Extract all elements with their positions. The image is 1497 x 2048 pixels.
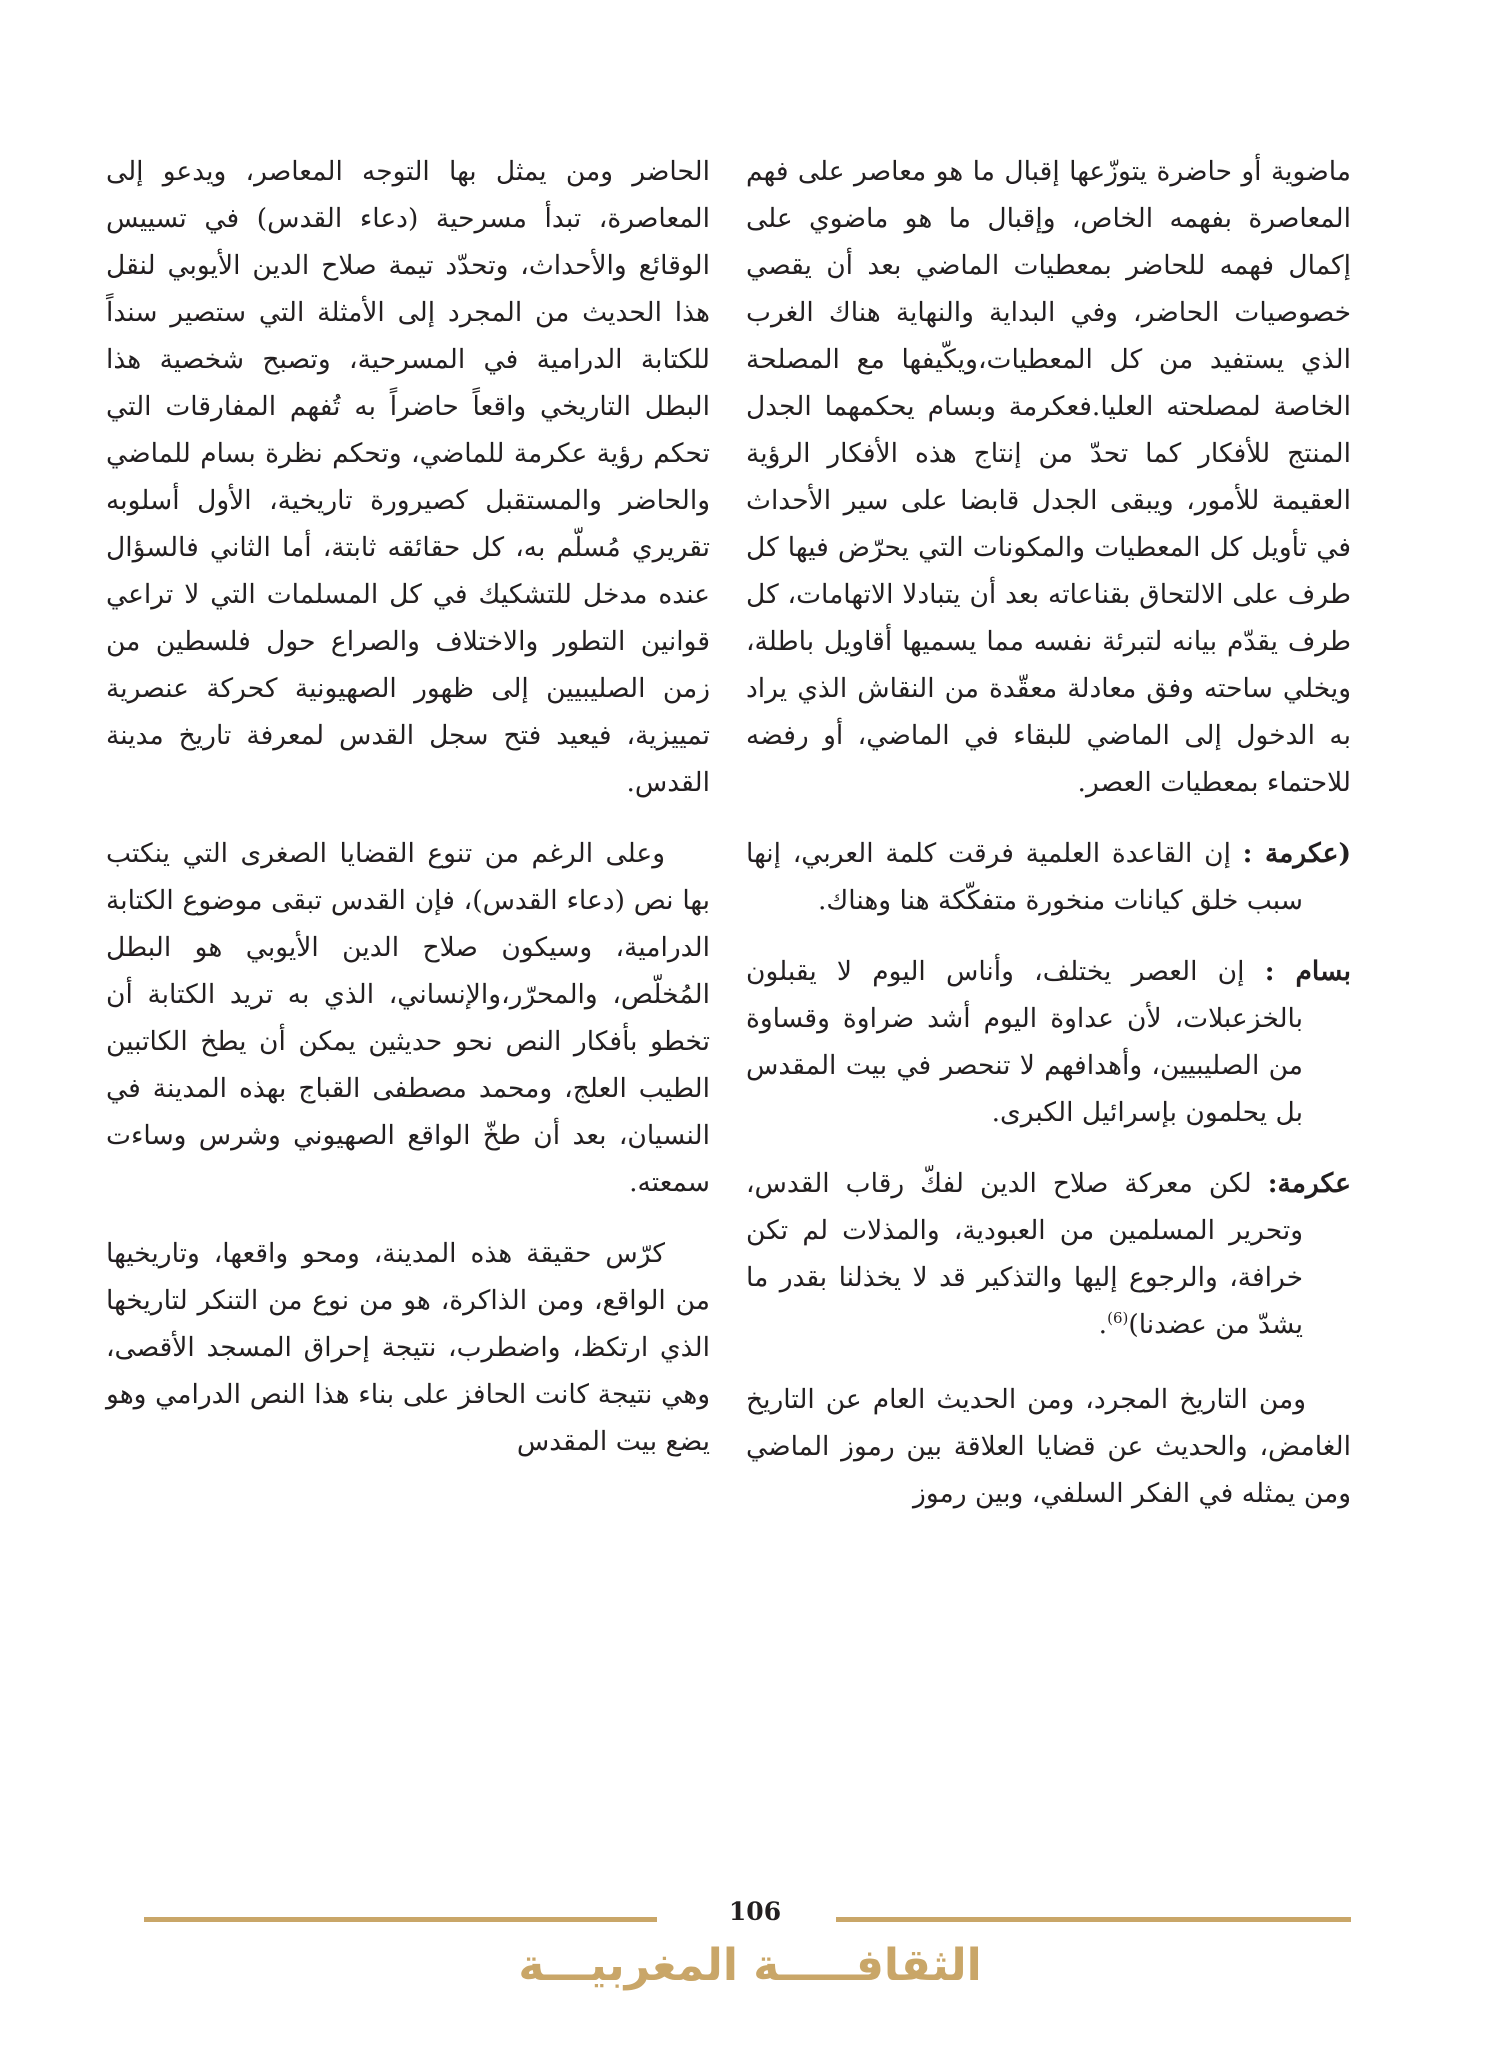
dialogue-line [746, 948, 1351, 1136]
body-paragraph: ماضوية أو حاضرة يتوزّعها إقبال ما هو معاصر على فهم المعاصرة بفهمه الخاص، وإقبال ما هو ماضوي على إكمال فهمه للحاضر بمعطيات الماضي بعد أن يقصي خصوصيات الحاضر، وفي البداية والنهاية هناك الغرب الذي يستفيد من كل المعطيات،ويكّيفها مع المصلحة الخاصة لمصلحته العليا.فعكرمة وبسام يحكمهما الجدل المنتج للأفكار كما تحدّ من إنتاج هذه الأفكار الرؤية العقيمة للأمور، ويبقى الجدل قابضا على سير الأحداث في تأويل كل المعطيات والمكونات التي يحرّض فيها كل طرف على الالتحاق بقناعاته بعد أن يتبادلا الاتهامات، كل طرف يقدّم بيانه لتبرئة نفسه مما يسميها أقاويل باطلة، ويخلي ساحته وفق معادلة معقّدة من النقاش الذي يراد به الدخول إلى الماضي للبقاء في الماضي، أو رفضه للاحتماء بمعطيات العصر. [746, 156, 1351, 798]
speaker-name: بسام : [1264, 956, 1351, 987]
magazine-masthead: الثقافـــــة المغربيـــة [518, 1940, 982, 1991]
dialogue-text: إن العصر يختلف، وأناس اليوم لا يقبلون بالخزعبلات، لأن عداوة اليوم أشد ضراوة وقساوة من الصليبيين، وأهدافهم لا تنحصر في بيت المقدس بل يحلمون بإسرائيل الكبرى. [746, 956, 1303, 1128]
right-column [746, 148, 1351, 1541]
footer-rule-left [144, 1917, 657, 1922]
body-paragraph: كرّس حقيقة هذه المدينة، ومحو واقعها، وتاريخيها من الواقع، ومن الذاكرة، هو من نوع من التنكر لتاريخها الذي ارتكظ، واضطرب، نتيجة إحراق المسجد الأقصى، وهي نتيجة كانت الحافز على بناء هذا النص الدرامي وهو يضع بيت المقدس [106, 1238, 710, 1457]
footnote-marker: (6) [1107, 1309, 1129, 1328]
dialogue-text: إن القاعدة العلمية فرقت كلمة العربي، إنها سبب خلق كيانات منخورة متفكّكة هنا وهناك. [746, 838, 1303, 916]
body-paragraph: الحاضر ومن يمثل بها التوجه المعاصر، ويدعو إلى المعاصرة، تبدأ مسرحية (دعاء القدس) في تسييس الوقائع والأحداث، وتحدّد تيمة صلاح الدين الأيوبي لنقل هذا الحديث من المجرد إلى الأمثلة التي ستصير سنداً للكتابة الدرامية في المسرحية، وتصبح شخصية هذا البطل التاريخي واقعاً حاضراً به تُفهم المفارقات التي تحكم رؤية عكرمة للماضي، وتحكم نظرة بسام للماضي والحاضر والمستقبل كصيرورة تاريخية، الأول أسلوبه تقريري مُسلّم به، كل حقائقه ثابتة، أما الثاني فالسؤال عنده مدخل للتشكيك في كل المسلمات التي لا تراعي قوانين التطور والاختلاف والصراع حول فلسطين من زمن الصليبيين إلى ظهور الصهيونية كحركة عنصرية تمييزية، فيعيد فتح سجل القدس لمعرفة تاريخ مدينة القدس. [106, 156, 710, 798]
dialogue-line [746, 1160, 1351, 1348]
page-number: 106 [728, 1897, 782, 1926]
footer-rule-right [836, 1917, 1351, 1922]
left-column [106, 148, 710, 1489]
dialogue-line [746, 830, 1351, 924]
body-paragraph: ومن التاريخ المجرد، ومن الحديث العام عن التاريخ الغامض، والحديث عن قضايا العلاقة بين رموز الماضي ومن يمثله في الفكر السلفي، وبين رموز [746, 1384, 1351, 1509]
dialogue-text: لكن معركة صلاح الدين لفكّ رقاب القدس، وتحرير المسلمين من العبودية، والمذلات لم تكن خرافة، والرجوع إليها والتذكير قد لا يخذلنا بقدر ما يشدّ من عضدنا) [746, 1168, 1303, 1340]
dialogue-end: . [1098, 1309, 1108, 1340]
body-paragraph: وعلى الرغم من تنوع القضايا الصغرى التي ينكتب بها نص (دعاء القدس)، فإن القدس تبقى موضوع الكتابة الدرامية، وسيكون صلاح الدين الأيوبي هو البطل المُخلّص، والمحرّر،والإنساني، الذي به تريد الكتابة أن تخطو بأفكار النص نحو حديثين يمكن أن يطخ الكاتبين الطيب العلج، ومحمد مصطفى القباج بهذه المدينة في النسيان، بعد أن طخّ الواقع الصهيوني وشرس وساءت سمعته. [106, 838, 710, 1198]
speaker-name: (عكرمة : [1242, 838, 1351, 869]
speaker-name: عكرمة: [1267, 1168, 1351, 1199]
